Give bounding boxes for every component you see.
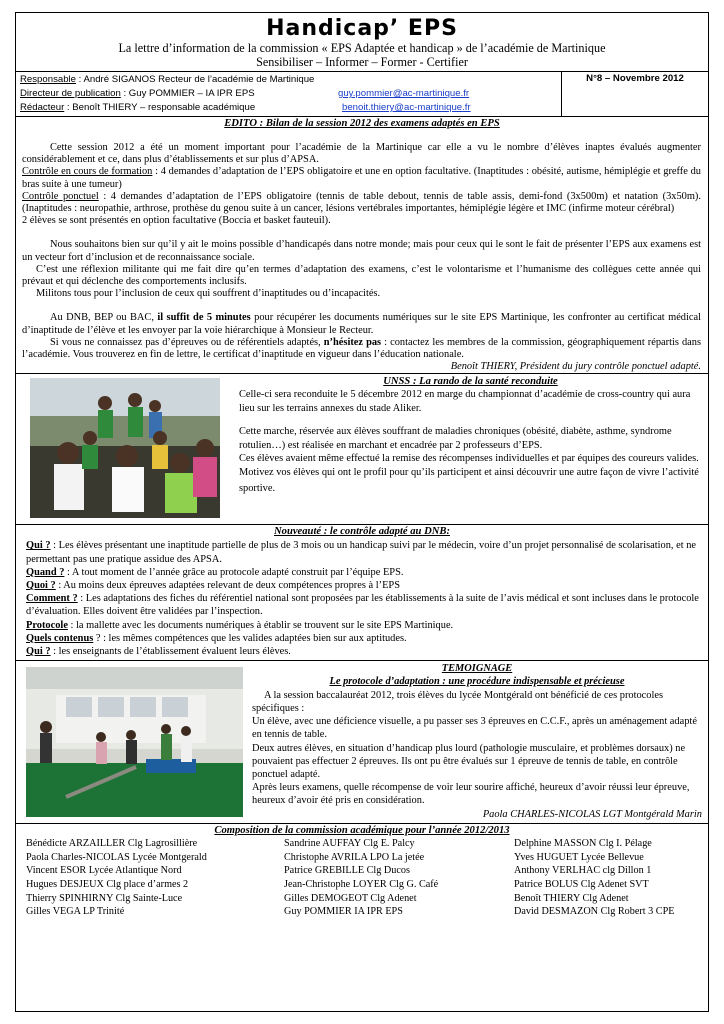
member-entry: Delphine MASSON Clg I. Pélage bbox=[514, 838, 652, 850]
si-bold: n’hésitez pas bbox=[323, 336, 382, 348]
ponctuel-text: : 4 demandes d’adaptation de l’EPS obligatoire (tennis de table debout, tennis de table assis, demi-fond (3x500m) et natation (3x50m). (Inaptitudes : neuropathie, arthrose, prothèse du genou suite à un cancer, lésions vertébrales importantes, hémiplégie légère et IMC (infirme moteur cérébral) bbox=[22, 190, 701, 215]
member-entry: Jean-Christophe LOYER Clg G. Café bbox=[284, 879, 439, 891]
unss-text bbox=[239, 375, 702, 497]
members-grid bbox=[16, 837, 708, 919]
credit-directeur bbox=[20, 87, 557, 101]
temoignage-signature: Paola CHARLES-NICOLAS LGT Montgérald Marin bbox=[482, 808, 702, 820]
credits-block bbox=[16, 71, 708, 117]
item-label: Quoi ? bbox=[26, 580, 56, 592]
nouveaute-item bbox=[26, 579, 702, 592]
directeur-value: : Guy POMMIER – IA IPR EPS bbox=[120, 88, 255, 99]
temoignage-p1: A la session baccalauréat 2012, trois élèves du lycée Montgérald ont bénéficié de ces protocoles spécifiques : bbox=[252, 689, 664, 714]
item-text: : Les adaptations des fiches du référentiel national sont proposées par les établissements à la suite de l’avis médical et sont incluses dans le protocole d’évaluation. Elles doivent être validées par l’inspection. bbox=[26, 593, 699, 618]
nouveaute-heading: Nouveauté : le contrôle adapté au DNB: bbox=[274, 526, 450, 538]
directeur-email-link[interactable]: guy.pommier@ac-martinique.fr bbox=[338, 88, 470, 99]
ponctuel-label: Contrôle ponctuel bbox=[22, 190, 99, 202]
edito-section bbox=[16, 130, 708, 373]
unss-heading: UNSS : La rando de la santé reconduite bbox=[383, 376, 558, 388]
unss-p4: Motivez vos élèves qui ont le profil pour qu’ils participent et ainsi découvrir une autre façon de vivre l’activité sportive. bbox=[239, 467, 699, 495]
member-entry: Patrice BOLUS Clg Adenet SVT bbox=[514, 879, 649, 891]
item-text: : A tout moment de l’année grâce au protocole adapté construit par l’équipe EPS. bbox=[64, 566, 404, 578]
edito-contact bbox=[22, 337, 701, 361]
temoignage-p2: Un élève, avec une déficience visuelle, a pu passer ses 3 épreuves en C.C.F., après un aménagement adapté en tennis de table. bbox=[252, 716, 697, 741]
dnb-bold: il suffit de 5 minutes bbox=[157, 312, 251, 324]
temoignage-subheading: Le protocole d’adaptation : une procédure indispensable et précieuse bbox=[329, 676, 625, 688]
masthead bbox=[16, 17, 708, 69]
edito-reflexion: C’est une réflexion militante qui me fait dire qu’en termes d’adaptation des examens, c’est le volontarisme et l’humanisme des collègues cette année qui prévaut et qui déclenche des comportements inclusifs. bbox=[22, 263, 701, 288]
member-entry: Gilles VEGA LP Trinité bbox=[26, 906, 125, 918]
composition-section bbox=[16, 823, 708, 919]
unss-section bbox=[16, 373, 708, 524]
item-text: ? : les mêmes compétences que les valides adaptées bien sur aux aptitudes. bbox=[93, 632, 407, 644]
item-text: : la mallette avec les documents numériques à établir se trouvent sur le site EPS Martinique. bbox=[67, 619, 454, 631]
credit-responsable bbox=[20, 73, 557, 87]
newsletter-page bbox=[15, 12, 709, 1012]
temoignage-p4: Après leurs examens, quelle récompense de voir leur sourire affiché, heureux d’avoir réussi leur épreuve, heureux d’avoir été pris en considération. bbox=[252, 782, 690, 807]
temoignage-text bbox=[252, 662, 702, 820]
edito-option: 2 élèves se sont présentés en option facultative (Boccia et basket fauteuil). bbox=[22, 215, 331, 227]
member-entry: Sandrine AUFFAY Clg E. Palcy bbox=[284, 838, 415, 850]
cours-label: Contrôle en cours de formation bbox=[22, 166, 153, 178]
si-end: : contactez les membres de la commission, géographiquement répartis dans l’académie. Vous trouverez en fin de lettre, le certificat d’inaptitude en vigueur dans l’éducation nationale. bbox=[22, 336, 702, 361]
unss-p2: Cette marche, réservée aux élèves souffrant de maladies chroniques (obésité, diabète, asthme, syndrome rotulien…) est réalisée en marchant et encadrée par 2 professeurs d’EPS. bbox=[239, 426, 672, 451]
directeur-label: Directeur de publication bbox=[20, 88, 121, 99]
nouveaute-item bbox=[26, 632, 702, 645]
gymnasium-image bbox=[26, 667, 243, 817]
cours-text: : 4 demandes d’adaptation de l’EPS obligatoire et une en option facultative. (Inaptitudes : obésité, autisme, hémiplégie et greffe du bras suite à une tumeur) bbox=[22, 166, 701, 190]
member-entry: Thierry SPINHIRNY Clg Sainte-Luce bbox=[26, 892, 183, 904]
member-entry: Vincent ESOR Lycée Atlantique Nord bbox=[26, 865, 182, 877]
edito-signature: Benoît THIERY, Président du jury contrôle ponctuel adapté. bbox=[450, 361, 701, 373]
member-entry: Christophe AVRILA LPO La jetée bbox=[284, 851, 425, 863]
redacteur-value: : Benoît THIERY – responsable académique bbox=[64, 102, 256, 113]
edito-intro: Cette session 2012 a été un moment important pour l’académie de la Martinique car elle a vu le nombre d’élèves inaptes évalués augmenter considérablement et ce, dans plus d’établissements et sur plus d’APSA. bbox=[22, 142, 701, 166]
unss-p1: Celle-ci sera reconduite le 5 décembre 2012 en marge du championnat d’académie de cross-country qui aura lieu sur les terrains annexes du stade Aliker. bbox=[239, 389, 691, 414]
member-entry: Gilles DEMOGEOT Clg Adenet bbox=[284, 892, 417, 904]
temoignage-heading: TEMOIGNAGE bbox=[441, 663, 513, 675]
unss-group-photo bbox=[30, 378, 220, 518]
nouveaute-list bbox=[16, 538, 708, 660]
credits-list bbox=[16, 72, 562, 116]
member-entry: Benoît THIERY Clg Adenet bbox=[514, 892, 629, 904]
member-entry: Hugues DESJEUX Clg place d’armes 2 bbox=[26, 879, 189, 891]
nouveaute-item bbox=[26, 619, 702, 632]
edito-souhaitons: Nous souhaitons bien sur qu’il y ait le moins possible d’handicapés dans notre monde; mais pour ceux qui le sont le fait de présenter l’EPS aux examens est un vecteur fort d’inclusion et de reconnaissance sociale. bbox=[22, 239, 701, 263]
edito-dnb bbox=[22, 312, 701, 336]
member-entry: Yves HUGUET Lycée Bellevue bbox=[514, 851, 644, 863]
newsletter-subtitle: La lettre d’information de la commission « EPS Adaptée et handicap » de l’académie de Martinique bbox=[118, 41, 606, 55]
nouveaute-item bbox=[26, 566, 702, 579]
edito-heading: EDITO : Bilan de la session 2012 des examens adaptés en EPS bbox=[224, 118, 500, 129]
nouveaute-item bbox=[26, 539, 702, 565]
member-entry: Patrice GREBILLE Clg Ducos bbox=[284, 865, 410, 877]
unss-p3: Ces élèves avaient même effectué la remise des récompenses individuelles et par équipes des coureurs valides. bbox=[239, 453, 699, 465]
item-label: Protocole bbox=[26, 619, 68, 631]
item-text: : Au moins deux épreuves adaptées relevant de deux compétences propres à l’EPS bbox=[55, 580, 400, 592]
member-entry: Anthony VERLHAC clg Dillon 1 bbox=[514, 865, 652, 877]
dnb-end: pour récupérer les documents numériques sur le site EPS Martinique, les confronter au certificat médical d’inaptitude de l’élève et les envoyer par la voie hiérarchique à Monsieur le Recteur. bbox=[22, 312, 701, 336]
edito-ponctuel bbox=[22, 191, 701, 215]
issue-number: N°8 – Novembre 2012 bbox=[586, 73, 684, 84]
item-label: Quels contenus bbox=[26, 632, 94, 644]
item-label: Qui ? bbox=[26, 646, 51, 658]
member-entry: David DESMAZON Clg Robert 3 CPE bbox=[514, 906, 675, 918]
nouveaute-section bbox=[16, 524, 708, 660]
member-entry: Guy POMMIER IA IPR EPS bbox=[284, 906, 403, 918]
responsable-value: : André SIGANOS Recteur de l’académie de Martinique bbox=[76, 74, 315, 85]
redacteur-email-link[interactable]: benoit.thiery@ac-martinique.fr bbox=[342, 102, 471, 113]
redacteur-label: Rédacteur bbox=[20, 102, 65, 113]
nouveaute-item bbox=[26, 645, 702, 658]
member-entry: Paola Charles-NICOLAS Lycée Montgerald bbox=[26, 851, 207, 863]
temoignage-p3: Deux autres élèves, en situation d’handicap plus lourd (pathologie musculaire, et problèmes dorsaux) ne pouvaient pas effectuer 2 épreuves. Ils ont pu être évalués sur 1 épreuve de tennis de table, en contrôle ponctuel adapté. bbox=[252, 742, 686, 780]
item-label: Qui ? bbox=[26, 540, 51, 552]
composition-heading: Composition de la commission académique pour l’année 2012/2013 bbox=[214, 825, 510, 837]
member-entry: Bénédicte ARZAILLER Clg Lagrosillière bbox=[26, 838, 198, 850]
item-label: Quand ? bbox=[26, 566, 65, 578]
students-group-image bbox=[30, 378, 220, 518]
edito-cours bbox=[22, 166, 701, 190]
item-text: : les enseignants de l’établissement évaluent leurs élèves. bbox=[50, 646, 291, 658]
credit-redacteur bbox=[20, 101, 557, 115]
si-start: Si vous ne connaissez pas d’épreuves ou de référentiels adaptés, bbox=[50, 336, 324, 348]
newsletter-motto: Sensibiliser – Informer – Former - Certifier bbox=[256, 55, 468, 69]
nouveaute-item bbox=[26, 592, 702, 618]
item-text: : Les élèves présentant une inaptitude partielle de plus de 3 mois ou un handicap suivi par le médecin, voire d’un projet personnalisé de scolarisation, et ne permettant pas une pratique assidue des APSA. bbox=[26, 540, 697, 565]
newsletter-title: Handicap’ EPS bbox=[266, 16, 458, 41]
item-label: Comment ? bbox=[26, 593, 78, 605]
edito-militons: Militons tous pour l’inclusion de ceux qui souffrent d’inaptitudes ou d’incapacités. bbox=[36, 288, 381, 300]
gym-photo bbox=[26, 667, 243, 817]
responsable-label: Responsable bbox=[20, 74, 77, 85]
dnb-start: Au DNB, BEP ou BAC, bbox=[50, 312, 158, 324]
temoignage-section bbox=[16, 660, 708, 823]
